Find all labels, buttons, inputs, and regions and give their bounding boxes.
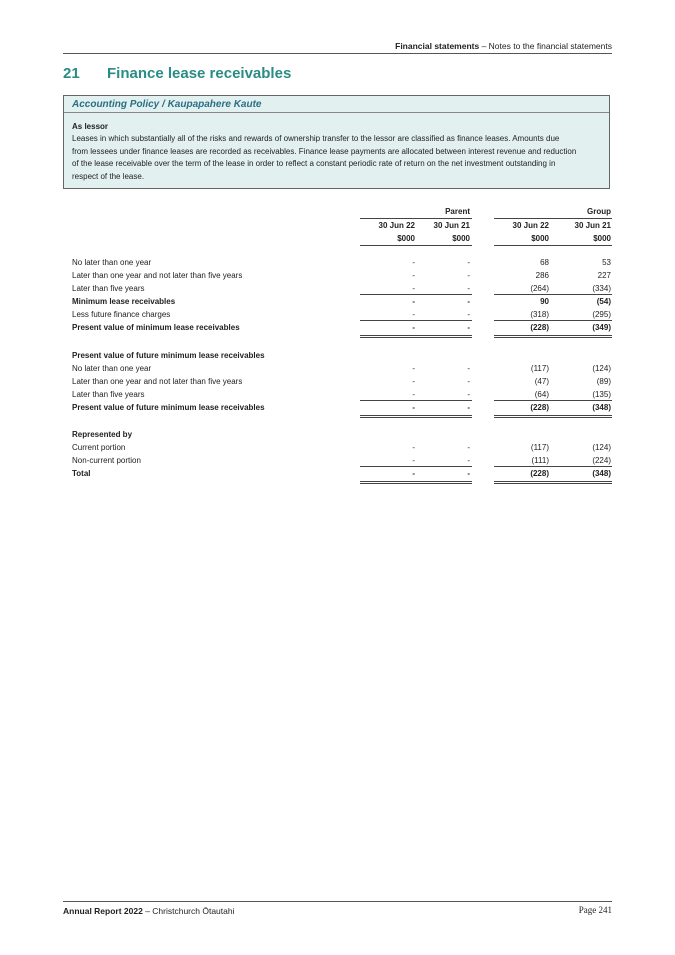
row-value: - [412,377,415,386]
policy-title: Accounting Policy / Kaupapahere Kaute [72,99,262,110]
row-value: - [412,443,415,452]
row-value: - [467,271,470,280]
col-date: 30 Jun 22 [512,221,549,230]
row-value: 286 [535,271,549,280]
row-value: (228) [530,469,549,478]
total-double-rule [494,481,612,484]
row-value: 53 [602,258,611,267]
total-double-rule [360,335,472,338]
row-label: Present value of minimum lease receivables [72,323,240,332]
row-label: Less future finance charges [72,310,171,319]
policy-line: from lessees under finance leases are recorded as receivables. Finance lease payments are allocated between interest revenue and reduction [72,146,577,156]
row-value: 227 [597,271,611,280]
group-header: Group [587,207,611,216]
section-title: Finance lease receivables [107,65,292,82]
policy-subtitle: As lessor [72,122,109,131]
header-separator: – [479,41,489,51]
row-label: No later than one year [72,258,152,267]
row-label: Later than one year and not later than five years [72,271,243,280]
subtotal-rule [360,466,472,467]
row-value: (47) [534,377,549,386]
row-value: - [412,258,415,267]
parent-header-rule [360,218,472,219]
total-double-rule [360,481,472,484]
row-value: - [467,323,470,332]
row-value: - [467,403,470,412]
row-value: 90 [540,297,549,306]
header-section: Financial statements [395,41,480,51]
row-value: (117) [530,364,549,373]
page-number: Page 241 [578,905,612,915]
row-value: - [467,297,470,306]
row-value: (124) [592,443,611,452]
row-value: - [467,364,470,373]
footer-separator: – [142,906,153,916]
col-header-rule [494,245,612,246]
row-value: (117) [530,443,549,452]
parent-header: Parent [445,207,470,216]
col-unit: $000 [452,234,470,243]
row-value: (228) [530,323,549,332]
row-value: (349) [592,323,611,332]
row-value: (348) [592,403,611,412]
group-header-rule [494,218,612,219]
row-value: - [467,310,470,319]
row-value: (54) [596,297,611,306]
footer-divider [63,901,612,902]
policy-line: of the lease receivable over the term of the lease in order to reflect a constant periodic rate of return on the net investment outstanding in [72,159,556,168]
row-value: (334) [592,284,611,293]
subtotal-rule [494,466,612,467]
policy-line: respect of the lease. [72,171,145,181]
row-value: (135) [592,390,611,399]
row-value: - [412,469,415,478]
row-value: - [467,284,470,293]
row-value: 68 [540,258,549,267]
row-heading: Represented by [72,430,133,439]
row-value: - [467,390,470,399]
row-label: Later than five years [72,284,145,293]
col-unit: $000 [593,234,611,243]
row-label: No later than one year [72,364,152,373]
col-date: 30 Jun 21 [433,221,470,230]
row-value: (318) [530,310,549,319]
row-value: - [412,271,415,280]
row-value: - [412,297,415,306]
row-value: (295) [592,310,611,319]
subtotal-rule [360,320,472,321]
subtotal-rule [494,400,612,401]
footer-report-title [63,906,234,916]
row-value: (89) [596,377,611,386]
col-date: 30 Jun 21 [574,221,611,230]
row-value: - [467,469,470,478]
total-double-rule [494,335,612,338]
row-value: - [467,258,470,267]
row-label: Non-current portion [72,456,141,465]
row-value: (264) [530,284,549,293]
total-double-rule [360,415,472,418]
row-value: (348) [592,469,611,478]
row-label: Later than five years [72,390,145,399]
row-value: (111) [531,456,549,465]
footer-report: Annual Report 2022 [63,906,143,916]
row-value: (228) [530,403,549,412]
row-heading: Present value of future minimum lease receivables [72,351,265,360]
footer-city: Christchurch Ōtautahi [152,906,235,916]
total-double-rule [494,415,612,418]
row-label: Total [72,469,91,478]
col-unit: $000 [531,234,549,243]
row-value: - [412,364,415,373]
col-header-rule [360,245,472,246]
col-date: 30 Jun 22 [378,221,415,230]
row-value: - [467,377,470,386]
row-label: Present value of future minimum lease receivables [72,403,265,412]
row-value: (224) [592,456,611,465]
col-unit: $000 [397,234,415,243]
subtotal-rule [360,294,472,295]
row-label: Later than one year and not later than five years [72,377,243,386]
header-subsection: Notes to the financial statements [488,41,612,51]
row-value: - [412,284,415,293]
row-value: - [412,390,415,399]
row-label: Current portion [72,443,126,452]
subtotal-rule [494,294,612,295]
policy-line: Leases in which substantially all of the risks and rewards of ownership transfer to the lessor are classified as finance leases. Amounts due [72,134,560,143]
row-value: - [412,323,415,332]
row-value: - [467,443,470,452]
row-value: - [412,310,415,319]
row-value: (124) [592,364,611,373]
row-value: - [467,456,470,465]
subtotal-rule [360,400,472,401]
subtotal-rule [494,320,612,321]
row-value: (64) [534,390,549,399]
row-value: - [412,456,415,465]
section-number: 21 [63,65,80,82]
row-label: Minimum lease receivables [72,297,176,306]
row-value: - [412,403,415,412]
